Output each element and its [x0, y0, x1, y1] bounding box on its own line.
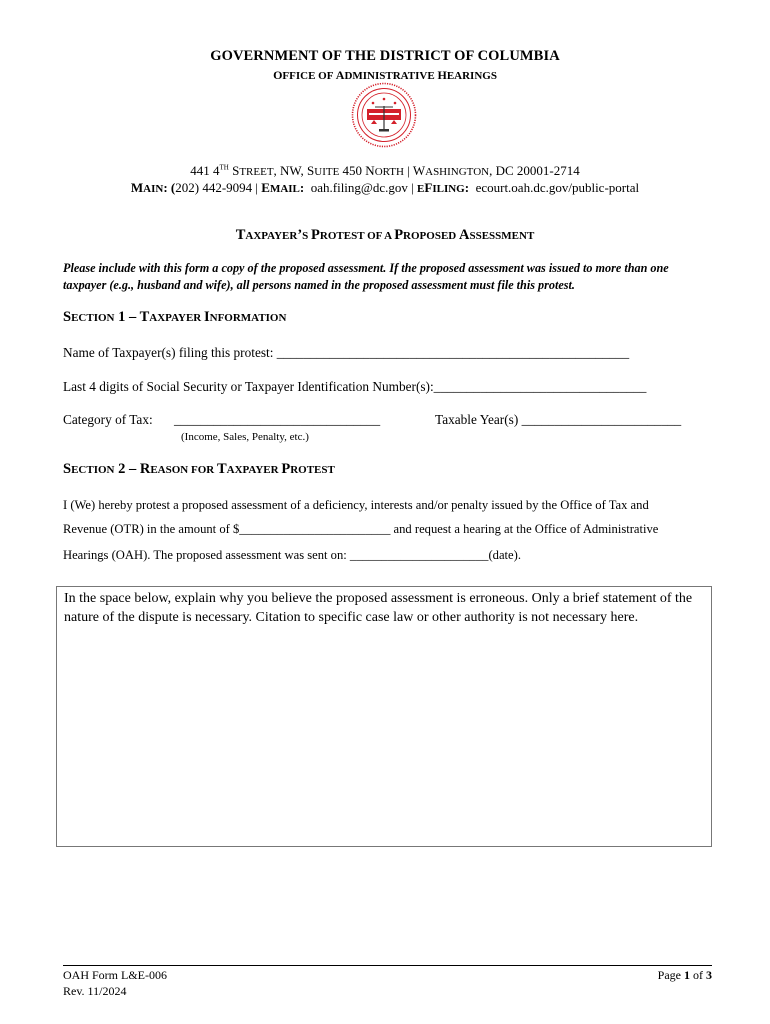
dispute-explanation-instructions: In the space below, explain why you believe the proposed assessment is erroneous. Only a brief statement of the nature of the dispute is necessary. Citation to specific case law or other authority is not necessary here. [64, 591, 693, 625]
form-title: TAXPAYER’S PROTEST OF A PROPOSED ASSESSMENT [235, 227, 535, 243]
form-number: OAH Form L&E-006 [63, 968, 167, 982]
protest-amount-field[interactable]: Revenue (OTR) in the amount of $________________________ and request a hearing at the Office of Administrative [63, 522, 659, 536]
category-of-tax-hint: (Income, Sales, Penalty, etc.) [181, 431, 309, 443]
agency-title: GOVERNMENT OF THE DISTRICT OF COLUMBIA [210, 48, 560, 64]
taxpayer-name-field[interactable]: Name of Taxpayer(s) filing this protest: _____________________________________________________ [63, 345, 630, 360]
dispute-explanation-box[interactable] [56, 586, 712, 847]
office-title: OFFICE OF ADMINISTRATIVE HEARINGS [273, 68, 497, 82]
office-address: 441 4TH STREET, NW, SUITE 450 NORTH | WASHINGTON, DC 20001-2714 [190, 163, 580, 178]
footer-divider [63, 965, 712, 966]
protest-date-field[interactable]: Hearings (OAH). The proposed assessment was sent on: ______________________(date). [63, 548, 521, 562]
category-of-tax-field[interactable]: _______________________________ [174, 412, 381, 427]
section-1-heading: SECTION 1 – TAXPAYER INFORMATION [63, 309, 287, 325]
form-revision: Rev. 11/2024 [63, 984, 127, 998]
protest-statement-line-1: I (We) hereby protest a proposed assessment of a deficiency, interests and/or penalty issued by the Office of Tax and [63, 498, 649, 512]
category-of-tax-label: Category of Tax: [63, 412, 153, 427]
email-link[interactable]: oah.filing@dc.gov [310, 180, 408, 195]
form-instructions: Please include with this form a copy of the proposed assessment. If the proposed assessment was issued to more than one taxpayer (e.g., husband and wife), all persons named in the proposed assessment must file this protest. [63, 261, 669, 292]
office-contact: MAIN: (202) 442-9094 | EMAIL: oah.filing@dc.gov | EFILING: ecourt.oah.dc.gov/public-portal [130, 180, 640, 195]
efiling-link[interactable]: ecourt.oah.dc.gov/public-portal [475, 180, 640, 195]
taxpayer-id-field[interactable]: Last 4 digits of Social Security or Taxpayer Identification Number(s):________________________________ [63, 379, 647, 394]
section-2-heading: SECTION 2 – REASON FOR TAXPAYER PROTEST [63, 461, 335, 477]
oah-seal-logo [351, 82, 417, 148]
taxable-year-field[interactable]: Taxable Year(s) ________________________ [435, 412, 682, 427]
page-number: Page 1 of 3 [657, 968, 712, 982]
